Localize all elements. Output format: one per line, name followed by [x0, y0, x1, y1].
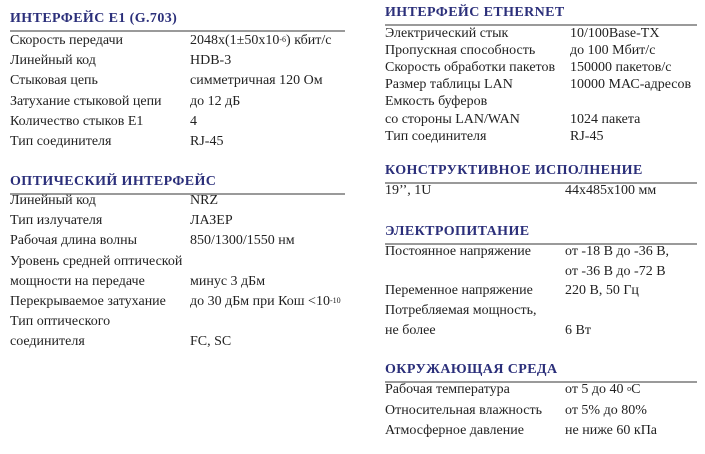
spec-value-suffix: ) кбит/с — [286, 33, 332, 48]
spec-value-text: 220 В, 50 Гц — [565, 283, 639, 299]
spec-value — [565, 281, 639, 301]
spec-label: Скорость передачи — [10, 33, 124, 48]
spec-label: Тип оптического — [10, 314, 111, 330]
spec-value-text: минус 3 дБм — [190, 273, 266, 289]
spec-value — [190, 132, 223, 152]
spec-value-suffix: С — [631, 382, 641, 397]
spec-label: 19’’, 1U — [385, 183, 432, 198]
ethernet-title: ИНТЕРФЕЙС ETHERNET — [385, 5, 565, 20]
spec-value-superscript: -10 — [329, 296, 341, 305]
spec-label: Тип излучателя — [10, 213, 103, 229]
spec-value-text: 1024 пакета — [570, 111, 641, 127]
spec-value-text: HDB-3 — [190, 53, 232, 69]
spec-value — [570, 127, 603, 147]
spec-label: Стыковая цепь — [10, 73, 98, 89]
spec-label: Тип соединителя — [385, 128, 487, 144]
spec-value — [570, 75, 691, 95]
environment-title: ОКРУЖАЮЩАЯ СРЕДА — [385, 362, 558, 377]
spec-value-text: симметричная 120 Ом — [190, 73, 323, 89]
spec-label: Переменное напряжение — [385, 283, 533, 299]
e1-title: ИНТЕРФЕЙС E1 (G.703) — [10, 11, 178, 26]
spec-value-superscript: о — [627, 384, 632, 393]
spec-label: со стороны LAN/WAN — [385, 111, 520, 127]
spec-label: Электрический стык — [385, 26, 509, 41]
spec-value-text: до 30 дБм при Кош <10 — [190, 294, 330, 309]
spec-value — [565, 242, 669, 262]
spec-value — [565, 380, 640, 400]
spec-label: Тип соединителя — [10, 134, 112, 149]
power-title: ЭЛЕКТРОПИТАНИЕ — [385, 224, 530, 239]
spec-label: Емкость буферов — [385, 94, 488, 110]
spec-value-text: от -18 В до -36 В, — [565, 244, 670, 259]
optical-title: ОПТИЧЕСКИЙ ИНТЕРФЕЙС — [10, 174, 217, 189]
spec-value — [190, 292, 341, 312]
spec-label: Линейный код — [10, 193, 96, 208]
spec-value — [565, 262, 666, 282]
spec-value-text: NRZ — [190, 193, 218, 208]
spec-value — [565, 421, 657, 441]
spec-value-text: 6 Вт — [565, 322, 591, 338]
spec-label: Пропускная способность — [385, 43, 536, 59]
spec-label: Количество стыков E1 — [10, 113, 144, 129]
spec-label: Затухание стыковой цепи — [10, 93, 162, 109]
spec-value-text: 10/100Base-TX — [570, 26, 660, 41]
spec-value-text: 150000 пакетов/с — [570, 60, 672, 76]
spec-label: Уровень средней оптической — [10, 253, 183, 269]
spec-label: соединителя — [10, 334, 85, 350]
spec-label: Постоянное напряжение — [385, 244, 532, 259]
spec-value-text: от -36 В до -72 В — [565, 263, 666, 279]
construction-title: КОНСТРУКТИВНОЕ ИСПОЛНЕНИЕ — [385, 163, 643, 178]
spec-label: Размер таблицы LAN — [385, 77, 513, 93]
spec-label: Относительная влажность — [385, 402, 542, 418]
spec-value — [190, 332, 231, 352]
spec-value — [565, 401, 647, 421]
spec-label: Рабочая температура — [385, 382, 510, 397]
spec-value — [190, 92, 240, 112]
spec-label: Скорость обработки пакетов — [385, 60, 556, 76]
spec-value-text: ЛАЗЕР — [190, 213, 233, 229]
spec-value-text: 4 — [190, 113, 197, 129]
spec-value-text: 850/1300/1550 нм — [190, 233, 295, 249]
spec-value-text: 2048x(1±50x10 — [190, 33, 280, 48]
spec-value-text: до 100 Мбит/с — [570, 43, 656, 59]
spec-value-superscript: -6 — [279, 35, 287, 44]
spec-value — [190, 31, 331, 51]
spec-value — [190, 191, 218, 211]
spec-value — [190, 71, 323, 91]
spec-value — [565, 181, 656, 201]
spec-value — [190, 231, 295, 251]
spec-value — [190, 211, 233, 231]
spec-value-text: RJ-45 — [190, 134, 224, 149]
spec-value-text: не ниже 60 кПа — [565, 423, 658, 438]
spec-value-text: от 5 до 40 — [565, 382, 628, 397]
spec-value-text: от 5% до 80% — [565, 402, 647, 418]
spec-value — [190, 112, 197, 132]
spec-label: Потребляемая мощность, — [385, 303, 537, 319]
spec-label: мощности на передаче — [10, 273, 145, 289]
spec-value — [565, 321, 591, 341]
spec-value — [190, 272, 265, 292]
spec-value-text: RJ-45 — [570, 128, 604, 144]
spec-label: не более — [385, 322, 436, 338]
spec-value-text: FC, SC — [190, 334, 232, 350]
spec-label: Атмосферное давление — [385, 423, 524, 438]
spec-value-text: 44x485x100 мм — [565, 183, 657, 198]
spec-label: Рабочая длина волны — [10, 233, 137, 249]
spec-label: Линейный код — [10, 53, 96, 69]
spec-label: Перекрываемое затухание — [10, 294, 166, 309]
spec-value — [190, 51, 231, 71]
spec-value-text: до 12 дБ — [190, 93, 241, 109]
spec-value-text: 10000 МАС-адресов — [570, 77, 692, 93]
